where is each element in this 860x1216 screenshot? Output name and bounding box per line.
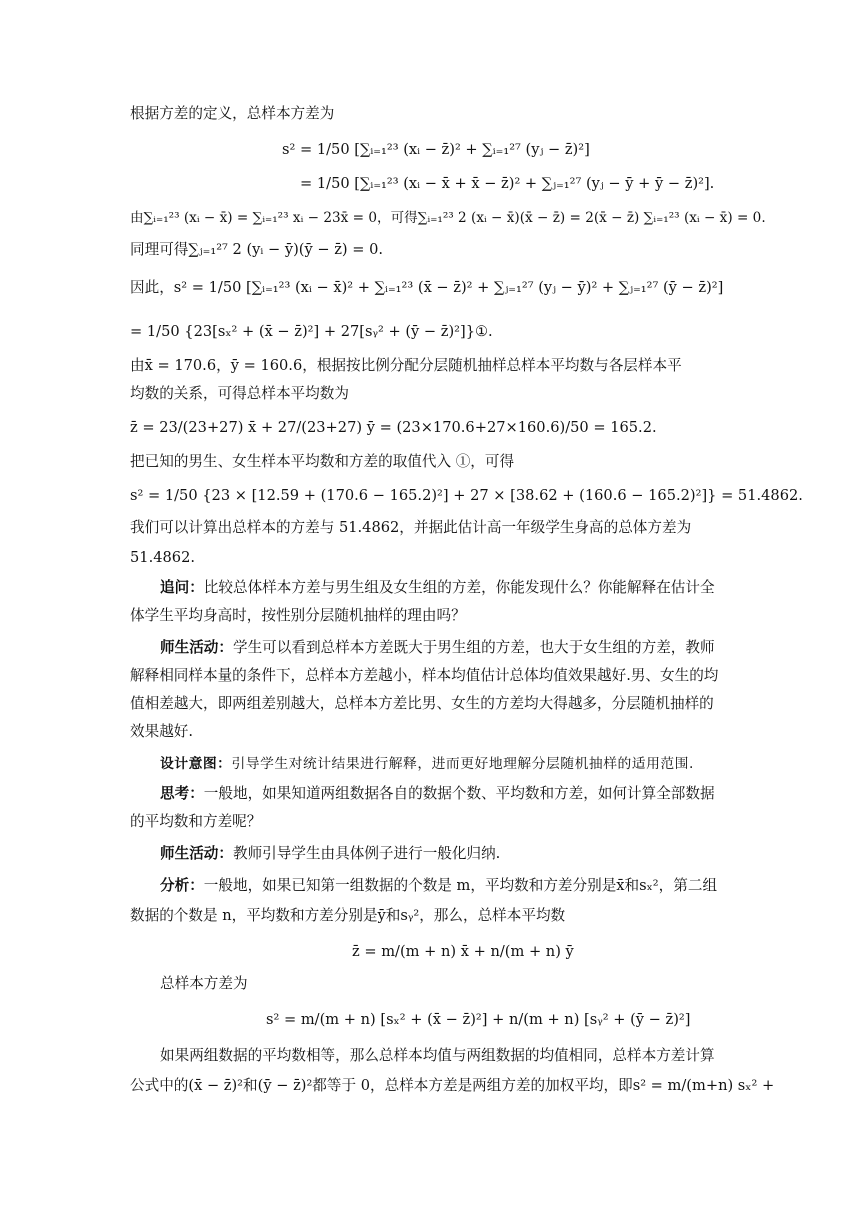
label-analysis: 分析： <box>160 877 204 894</box>
label-think: 思考： <box>160 785 204 802</box>
text-line: 均数的关系，可得总样本平均数为 <box>130 385 349 402</box>
text-line: 51.4862. <box>130 549 195 566</box>
formula-line: z̄ = 23/(23+27) x̄ + 27/(23+27) ȳ = (23×170.6+27×160.6)/50 = 165.2. <box>130 419 657 436</box>
label-design-intent: 设计意图： <box>160 756 232 772</box>
text-line: 由x̄ = 170.6，ȳ = 160.6，根据按比例分配分层随机抽样总样本平均数与各层样本平 <box>130 357 682 374</box>
text-line: 同理可得∑ⱼ₌₁²⁷ 2 (yᵢ − ȳ)(ȳ − z̄) = 0. <box>130 241 384 258</box>
text-line: 由∑ᵢ₌₁²³ (xᵢ − x̄) = ∑ᵢ₌₁²³ xᵢ − 23x̄ = 0，可得∑ᵢ₌₁²³ 2 (xᵢ − x̄)(x̄ − z̄) = 2(x̄ − z̄) ∑ᵢ₌₁²³ (xᵢ − x̄) = 0. <box>130 210 766 226</box>
text-line: 因此，s² = 1/50 [∑ᵢ₌₁²³ (xᵢ − x̄)² + ∑ᵢ₌₁²³ (x̄ − z̄)² + ∑ⱼ₌₁²⁷ (yⱼ − ȳ)² + ∑ⱼ₌₁²⁷ (ȳ − z̄)²] <box>130 279 724 296</box>
text-line: 体学生平均身高时，按性别分层随机抽样的理由吗？ <box>130 607 466 624</box>
text-line: 数据的个数是 n，平均数和方差分别是ȳ和sᵧ²，那么，总样本平均数 <box>130 907 566 924</box>
paragraph-followup: 追问：比较总体样本方差与男生组及女生组的方差，你能发现什么？你能解释在估计全 <box>160 579 715 596</box>
label-activity: 师生活动： <box>160 639 233 656</box>
formula-line: = 1/50 [∑ᵢ₌₁²³ (xᵢ − x̄ + x̄ − z̄)² + ∑ⱼ₌₁²⁷ (yⱼ − ȳ + ȳ − z̄)²]. <box>300 175 715 192</box>
text-line: 解释相同样本量的条件下，总样本方差越小，样本均值估计总体均值效果越好.男、女生的均 <box>130 667 719 684</box>
paragraph-think: 思考：一般地，如果知道两组数据各自的数据个数、平均数和方差，如何计算全部数据 <box>160 785 715 802</box>
formula-line: z̄ = m/(m + n) x̄ + n/(m + n) ȳ <box>352 943 574 960</box>
label-activity-2: 师生活动： <box>160 845 233 862</box>
text-line: 总样本方差为 <box>160 975 248 992</box>
formula-line: s² = m/(m + n) [sₓ² + (x̄ − z̄)²] + n/(m + n) [sᵧ² + (ȳ − z̄)²] <box>266 1011 691 1028</box>
text-line: 根据方差的定义，总样本方差为 <box>130 105 335 122</box>
formula-line: = 1/50 {23[sₓ² + (x̄ − z̄)²] + 27[sᵧ² + (ȳ − z̄)²]}①. <box>130 323 493 340</box>
text-line: 如果两组数据的平均数相等，那么总样本均值与两组数据的均值相同，总样本方差计算 <box>160 1047 715 1064</box>
text-line: 我们可以计算出总样本的方差与 51.4862，并据此估计高一年级学生身高的总体方差为 <box>130 519 692 536</box>
paragraph-activity-2: 师生活动：教师引导学生由具体例子进行一般化归纳. <box>160 845 501 862</box>
paragraph-design-intent: 设计意图：引导学生对统计结果进行解释，进而更好地理解分层随机抽样的适用范围. <box>160 756 694 772</box>
formula-line: s² = 1/50 [∑ᵢ₌₁²³ (xᵢ − z̄)² + ∑ᵢ₌₁²⁷ (yⱼ − z̄)²] <box>282 141 590 158</box>
text-line: 的平均数和方差呢？ <box>130 813 262 830</box>
text-line: 公式中的(x̄ − z̄)²和(ȳ − z̄)²都等于 0，总样本方差是两组方差的加权平均，即s² = m/(m+n) sₓ² + <box>130 1077 775 1094</box>
label-followup: 追问： <box>160 579 204 596</box>
paragraph-analysis: 分析：一般地，如果已知第一组数据的个数是 m，平均数和方差分别是x̄和sₓ²，第二组 <box>160 877 718 894</box>
paragraph-activity: 师生活动：学生可以看到总样本方差既大于男生组的方差，也大于女生组的方差，教师 <box>160 639 715 656</box>
text-line: 值相差越大，即两组差别越大，总样本方差比男、女生的方差均大得越多，分层随机抽样的 <box>130 695 714 712</box>
text-line: 把已知的男生、女生样本平均数和方差的取值代入 ①，可得 <box>130 453 515 470</box>
formula-line: s² = 1/50 {23 × [12.59 + (170.6 − 165.2)²] + 27 × [38.62 + (160.6 − 165.2)²]} = 51.4862. <box>130 487 803 504</box>
text-line: 效果越好. <box>130 723 194 740</box>
